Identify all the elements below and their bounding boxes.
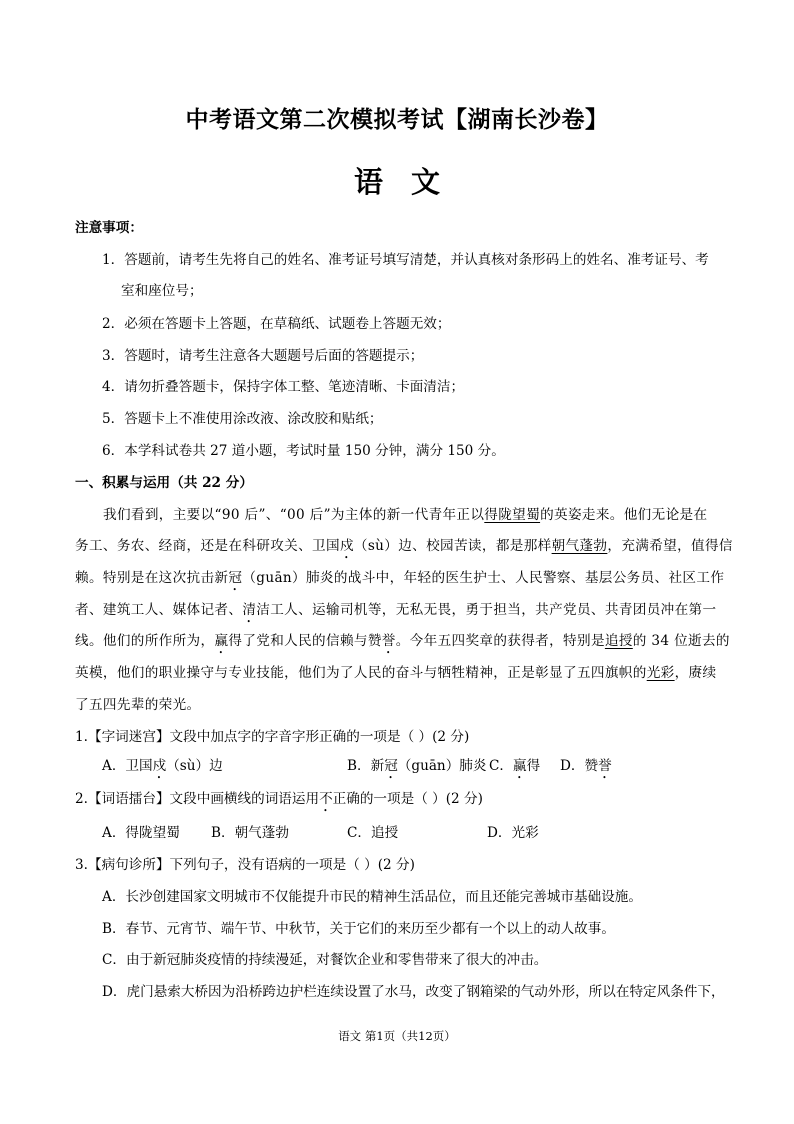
passage-line-2: 务工、务农、经商，还是在科研攻关、卫国戍（sù）边、校园苦读，都是那样朝气蓬勃，充满希望，值得信 (75, 538, 733, 554)
subject-title: 语文 (353, 165, 468, 199)
section-heading: 一、积累与运用（共 22 分） (75, 475, 253, 491)
passage-line-3: 赖。特别是在这次抗击新冠（guān）肺炎的战斗中，年轻的医生护士、人民警察、基层公务员、社区工作 (75, 570, 725, 586)
passage-line-5: 线。他们的所作所为，赢得了党和人民的信赖与赞誉。今年五四奖章的获得者，特别是追授的 34 位逝去的 (75, 633, 730, 649)
notice-heading: 注意事项： (75, 220, 143, 236)
notice-item-3: 3．答题时，请考生注意各大题题号后面的答题提示； (102, 348, 424, 364)
passage-line-1: 我们看到，主要以“90 后”、“00 后”为主体的新一代青年正以得陇望蜀的英姿走来。他们无论是在 (103, 507, 708, 523)
dotted-char: 誉 (381, 633, 396, 649)
question-1-option-d: D．赞誉 (560, 758, 612, 774)
notice-item-1-continued: 室和座位号； (121, 283, 203, 299)
question-2-option-c: C．追授 (347, 825, 399, 841)
passage-line-6: 英模，他们的职业操守与专业技能，他们为了人民的奋斗与牺牲精神，正是彰显了五四旗帜的光彩，赓续 (75, 665, 717, 681)
question-2-option-d: D．光彩 (487, 825, 539, 841)
underlined-word: 光彩 (646, 665, 675, 681)
dotted-char: 戍 (339, 538, 354, 554)
passage-line-4: 者、建筑工人、媒体记者、清洁工人、运输司机等，无私无畏，勇于担当，共产党员、共青团员冲在第一 (75, 602, 717, 618)
question-3-stem: 3.【病句诊所】下列句子，没有语病的一项是（ ）(2 分) (75, 857, 415, 873)
question-3-option-a: A．长沙创建国家文明城市不仅能提升市民的精神生活品位，而且还能完善城市基础设施。 (102, 889, 642, 905)
notice-item-4: 4．请勿折叠答题卡，保持字体工整、笔迹清晰、卡面清洁； (102, 379, 465, 395)
question-1-option-a: A．卫国戍（sù）边 (102, 758, 223, 774)
underlined-word: 追授 (604, 633, 633, 649)
dotted-char: 赢 (214, 633, 229, 649)
question-3-option-d: D．虎门悬索大桥因为沿桥跨边护栏连续设置了水马，改变了钢箱梁的气动外形，所以在特定风条件下， (102, 984, 725, 1000)
question-1-option-c: C．赢得 (489, 758, 541, 774)
notice-item-1: 1．答题前，请考生先将自己的姓名、准考证号填写清楚，并认真核对条形码上的姓名、准考证号、考 (102, 252, 709, 268)
question-2-stem: 2.【词语擂台】文段中画横线的词语运用不正确的一项是（ ）(2 分) (75, 791, 483, 807)
question-3-option-c: C．由于新冠肺炎疫情的持续漫延，对餐饮企业和零售带来了很大的冲击。 (102, 952, 548, 968)
notice-item-5: 5．答题卡上不准使用涂改液、涂改胶和贴纸； (102, 411, 383, 427)
passage-line-7: 了五四先辈的荣光。 (75, 697, 201, 713)
underlined-word: 得陇望蜀 (484, 507, 541, 523)
question-1-stem: 1.【字词迷宫】文段中加点字的字音字形正确的一项是（ ）(2 分) (75, 729, 470, 745)
dotted-char: 冠 (228, 570, 243, 586)
question-2-option-b: B．朝气蓬勃 (211, 825, 289, 841)
question-3-option-b: B．春节、元宵节、端午节、中秋节，关于它们的来历至少都有一个以上的动人故事。 (102, 921, 615, 937)
notice-item-6: 6．本学科试卷共 27 道小题，考试时量 150 分钟，满分 150 分。 (102, 443, 505, 459)
underlined-word: 朝气蓬勃 (551, 538, 608, 554)
question-1-option-b: B．新冠（guān）肺炎 (347, 758, 487, 774)
notice-item-2: 2．必须在答题卡上答题，在草稿纸、试题卷上答题无效； (102, 316, 451, 332)
page-footer: 语文 第1页（共12页） (338, 1029, 456, 1043)
exam-title: 中考语文第二次模拟考试【湖南长沙卷】 (185, 106, 609, 133)
question-2-option-a: A．得陇望蜀 (102, 825, 180, 841)
dotted-char: 清 (242, 602, 257, 618)
